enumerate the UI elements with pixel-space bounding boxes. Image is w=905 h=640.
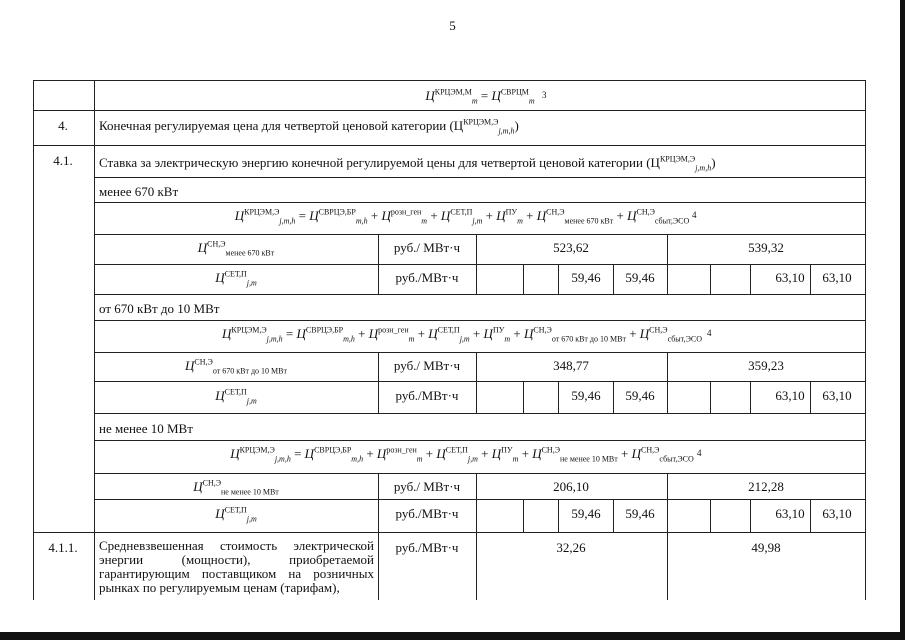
col-divider bbox=[750, 499, 751, 532]
unit-cell: руб./МВт·ч bbox=[395, 270, 459, 285]
col-divider bbox=[378, 352, 379, 413]
row-divider bbox=[94, 413, 865, 414]
unit-cell: руб./МВт·ч bbox=[395, 388, 459, 403]
group-label: от 670 кВт до 10 МВт bbox=[99, 301, 220, 316]
network-symbol: $Ц^{СЕТ,П}_{j,m}$ bbox=[215, 505, 257, 524]
col-divider bbox=[750, 381, 751, 413]
col-divider bbox=[378, 473, 379, 532]
row-411-description: Средневзвешенная стоимость электрической энергии (мощности), приобретаемой гарантирующим поставщиком на розничных рынках по регулируемым ценам (тарифам), bbox=[99, 538, 374, 595]
row-divider bbox=[94, 320, 865, 321]
col-divider bbox=[810, 499, 811, 532]
value-cell: 49,98 bbox=[751, 540, 781, 555]
group-label: не менее 10 МВт bbox=[99, 421, 193, 436]
col-divider bbox=[476, 532, 477, 600]
footnote-marker: 3 bbox=[542, 90, 547, 100]
unit-cell: руб./ МВт·ч bbox=[393, 358, 461, 373]
col-divider bbox=[523, 499, 524, 532]
network-symbol: $Ц^{СЕТ,П}_{j,m}$ bbox=[215, 387, 257, 406]
col-divider bbox=[558, 264, 559, 294]
col-divider bbox=[710, 381, 711, 413]
unit-cell: руб./ МВт·ч bbox=[393, 479, 461, 494]
group-formula: $Ц^{КРЦЭМ,Э}_{j,m,h} = Ц^{СВРЦЭ,БР}_{m,h} + Ц^{розн\_ген}_m + Ц^{СЕТ,П}_{j,m} + Ц^{ПУ}_m + Ц^{СН,Э}_{менее 670 кВт} + Ц^{СН,Э}_{сбыт,ЭСО}$ bbox=[234, 207, 690, 226]
row-divider bbox=[94, 352, 865, 353]
value-cell: 59,46 bbox=[625, 506, 655, 521]
top-formula: $Ц^{КРЦЭМ,М}_m = Ц^{СВРЦМ}_m$ bbox=[425, 87, 535, 106]
value-cell: 63,10 bbox=[775, 270, 805, 285]
row-divider bbox=[94, 294, 865, 295]
scan-edge bbox=[900, 0, 905, 640]
value-cell: 212,28 bbox=[748, 479, 784, 494]
col-divider bbox=[613, 264, 614, 294]
group-label: менее 670 кВт bbox=[99, 184, 179, 199]
col-divider bbox=[810, 381, 811, 413]
row-divider bbox=[94, 473, 865, 474]
value-cell: 59,46 bbox=[571, 388, 601, 403]
value-cell: 32,26 bbox=[556, 540, 586, 555]
value-cell: 63,10 bbox=[775, 388, 805, 403]
value-cell: 348,77 bbox=[553, 358, 589, 373]
number-column-divider bbox=[94, 80, 95, 600]
col-divider bbox=[613, 499, 614, 532]
table-border-left bbox=[33, 80, 34, 600]
table-border-right bbox=[865, 80, 866, 600]
col-divider bbox=[476, 234, 477, 294]
col-divider bbox=[667, 352, 668, 413]
col-divider bbox=[667, 473, 668, 532]
row-divider bbox=[94, 202, 865, 203]
value-cell: 206,10 bbox=[553, 479, 589, 494]
col-divider bbox=[476, 352, 477, 413]
footnote-marker: 4 bbox=[707, 328, 712, 338]
col-divider bbox=[378, 532, 379, 600]
col-divider bbox=[378, 234, 379, 294]
component-symbol: $Ц^{СН,Э}_{менее 670 кВт}$ bbox=[197, 239, 275, 258]
footnote-marker: 4 bbox=[697, 448, 702, 458]
value-cell: 59,46 bbox=[625, 270, 655, 285]
value-cell: 539,32 bbox=[748, 240, 784, 255]
value-cell: 59,46 bbox=[571, 506, 601, 521]
row-divider bbox=[94, 177, 865, 178]
col-divider bbox=[523, 381, 524, 413]
row-divider bbox=[33, 110, 865, 111]
col-divider bbox=[667, 532, 668, 600]
col-divider bbox=[750, 264, 751, 294]
value-cell: 59,46 bbox=[571, 270, 601, 285]
table-border-top bbox=[33, 80, 865, 81]
row-number: 4.1.1. bbox=[48, 540, 78, 555]
col-divider bbox=[667, 234, 668, 294]
col-divider bbox=[613, 381, 614, 413]
component-symbol: $Ц^{СН,Э}_{от 670 кВт до 10 МВт}$ bbox=[185, 357, 287, 376]
value-cell: 63,10 bbox=[775, 506, 805, 521]
row-number: 4. bbox=[58, 118, 68, 133]
col-divider bbox=[710, 499, 711, 532]
component-symbol: $Ц^{СН,Э}_{не менее 10 МВт}$ bbox=[193, 478, 279, 497]
value-cell: 59,46 bbox=[625, 388, 655, 403]
value-cell: 523,62 bbox=[553, 240, 589, 255]
group-formula: $Ц^{КРЦЭМ,Э}_{j,m,h} = Ц^{СВРЦЭ,БР}_{m,h} + Ц^{розн\_ген}_m + Ц^{СЕТ,П}_{j,m} + Ц^{ПУ}_m + Ц^{СН,Э}_{не менее 10 МВт} + Ц^{СН,Э}_{сбыт,ЭСО}$ bbox=[230, 445, 694, 464]
row-divider bbox=[33, 532, 865, 533]
value-cell: 63,10 bbox=[822, 270, 852, 285]
col-divider bbox=[810, 264, 811, 294]
row-41-title: Ставка за электрическую энергию конечной регулируемой цены для четвертой ценовой категории $(Ц^{КРЦЭМ,Э}_{j,m,h})$ bbox=[99, 154, 716, 173]
footnote-marker: 4 bbox=[692, 210, 697, 220]
row-divider bbox=[94, 440, 865, 441]
unit-cell: руб./МВт·ч bbox=[395, 506, 459, 521]
col-divider bbox=[476, 473, 477, 532]
group-formula: $Ц^{КРЦЭМ,Э}_{j,m,h} = Ц^{СВРЦЭ,БР}_{m,h} + Ц^{розн\_ген}_m + Ц^{СЕТ,П}_{j,m} + Ц^{ПУ}_m + Ц^{СН,Э}_{от 670 кВт до 10 МВт} + Ц^{СН,Э}_{сбыт,ЭСО}$ bbox=[222, 325, 702, 344]
value-cell: 359,23 bbox=[748, 358, 784, 373]
row-divider bbox=[94, 234, 865, 235]
value-cell: 63,10 bbox=[822, 506, 852, 521]
col-divider bbox=[558, 499, 559, 532]
col-divider bbox=[558, 381, 559, 413]
unit-cell: руб./МВт·ч bbox=[395, 540, 459, 555]
scan-edge bbox=[0, 632, 905, 640]
col-divider bbox=[523, 264, 524, 294]
row-4-title: Конечная регулируемая цена для четвертой ценовой категории $(Ц^{КРЦЭМ,Э}_{j,m,h})$ bbox=[99, 117, 519, 136]
row-number: 4.1. bbox=[53, 153, 73, 168]
col-divider bbox=[710, 264, 711, 294]
page-number: 5 bbox=[449, 18, 456, 33]
network-symbol: $Ц^{СЕТ,П}_{j,m}$ bbox=[215, 269, 257, 288]
value-cell: 63,10 bbox=[822, 388, 852, 403]
row-divider bbox=[33, 145, 865, 146]
unit-cell: руб./ МВт·ч bbox=[393, 240, 461, 255]
